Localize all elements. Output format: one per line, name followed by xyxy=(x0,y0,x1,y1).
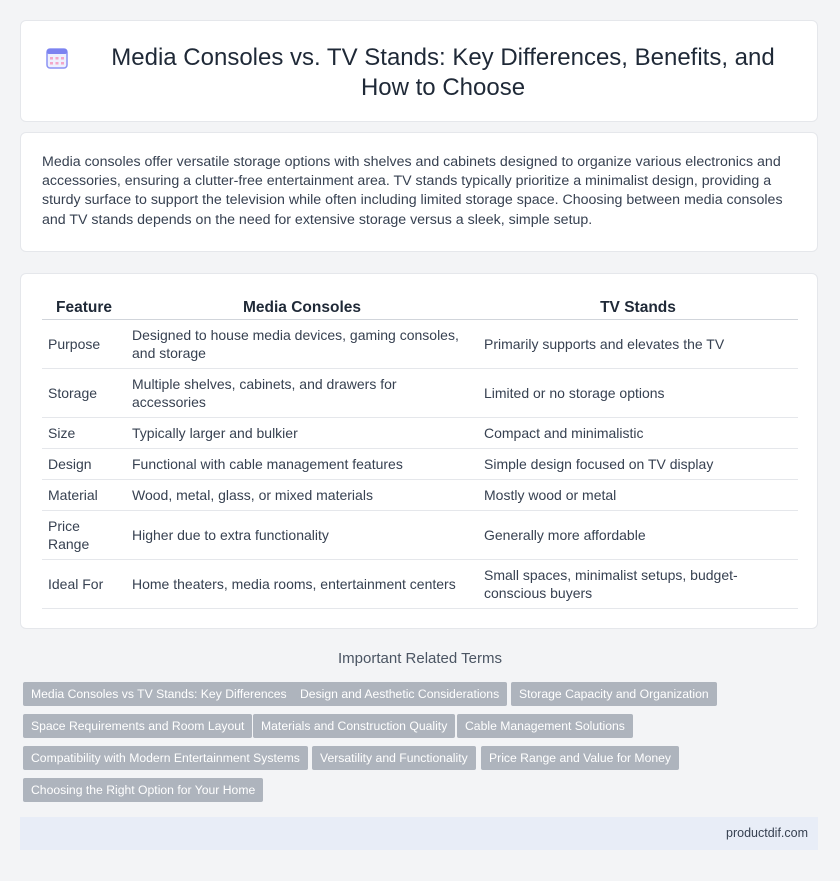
table-cell: Design xyxy=(42,449,126,480)
comparison-card xyxy=(20,273,818,629)
table-row xyxy=(42,449,798,480)
related-term-tag[interactable]: Compatibility with Modern Entertainment Systems xyxy=(23,746,308,770)
column-header-tv-stands: TV Stands xyxy=(478,297,798,320)
table-cell: Designed to house media devices, gaming consoles, and storage xyxy=(126,320,478,369)
related-term-tag[interactable]: Space Requirements and Room Layout xyxy=(23,714,252,738)
table-cell: Small spaces, minimalist setups, budget-conscious buyers xyxy=(478,560,798,609)
table-header-row xyxy=(42,297,798,320)
table-row xyxy=(42,320,798,369)
intro-paragraph: Media consoles offer versatile storage options with shelves and cabinets designed to organize various electronics and accessories, ensuring a clutter-free entertainment area. TV stands typically prioritize a minimalist design, providing a sturdy surface to support the television while often including limited storage space. Choosing between media consoles and TV stands depends on the need for extensive storage versus a sleek, simple setup. xyxy=(42,154,783,228)
table-cell: Price Range xyxy=(42,511,126,560)
table-row xyxy=(42,369,798,418)
table-cell: Generally more affordable xyxy=(478,511,798,560)
column-header-feature: Feature xyxy=(42,297,126,320)
table-cell: Mostly wood or metal xyxy=(478,480,798,511)
page-title: Media Consoles vs. TV Stands: Key Differences, Benefits, and How to Choose xyxy=(111,44,775,101)
table-cell: Wood, metal, glass, or mixed materials xyxy=(126,480,478,511)
related-term-tag[interactable]: Price Range and Value for Money xyxy=(481,746,679,770)
related-term-tag[interactable]: Design and Aesthetic Considerations xyxy=(292,682,507,706)
related-term-tag[interactable]: Cable Management Solutions xyxy=(457,714,633,738)
table-cell: Higher due to extra functionality xyxy=(126,511,478,560)
table-row xyxy=(42,480,798,511)
related-term-tag[interactable]: Materials and Construction Quality xyxy=(253,714,455,738)
table-cell: Typically larger and bulkier xyxy=(126,418,478,449)
table-row xyxy=(42,418,798,449)
table-cell: Compact and minimalistic xyxy=(478,418,798,449)
title-card xyxy=(20,20,818,122)
related-term-tag[interactable]: Storage Capacity and Organization xyxy=(511,682,717,706)
related-terms-heading: Important Related Terms xyxy=(338,650,502,667)
table-cell: Multiple shelves, cabinets, and drawers for accessories xyxy=(126,369,478,418)
comparison-table xyxy=(42,297,798,609)
table-cell: Material xyxy=(42,480,126,511)
table-cell: Primarily supports and elevates the TV xyxy=(478,320,798,369)
table-cell: Purpose xyxy=(42,320,126,369)
table-cell: Limited or no storage options xyxy=(478,369,798,418)
table-cell: Simple design focused on TV display xyxy=(478,449,798,480)
footer xyxy=(20,817,818,850)
footer-site-name[interactable]: productdif.com xyxy=(726,826,808,840)
intro-card xyxy=(20,132,818,252)
table-cell: Ideal For xyxy=(42,560,126,609)
related-term-tag[interactable]: Versatility and Functionality xyxy=(312,746,476,770)
table-cell: Storage xyxy=(42,369,126,418)
table-cell: Functional with cable management features xyxy=(126,449,478,480)
column-header-media-consoles: Media Consoles xyxy=(126,297,478,320)
table-row xyxy=(42,511,798,560)
related-term-tag[interactable]: Media Consoles vs TV Stands: Key Differences xyxy=(23,682,295,706)
table-cell: Size xyxy=(42,418,126,449)
related-term-tag[interactable]: Choosing the Right Option for Your Home xyxy=(23,778,263,802)
table-cell: Home theaters, media rooms, entertainment centers xyxy=(126,560,478,609)
table-row xyxy=(42,560,798,609)
